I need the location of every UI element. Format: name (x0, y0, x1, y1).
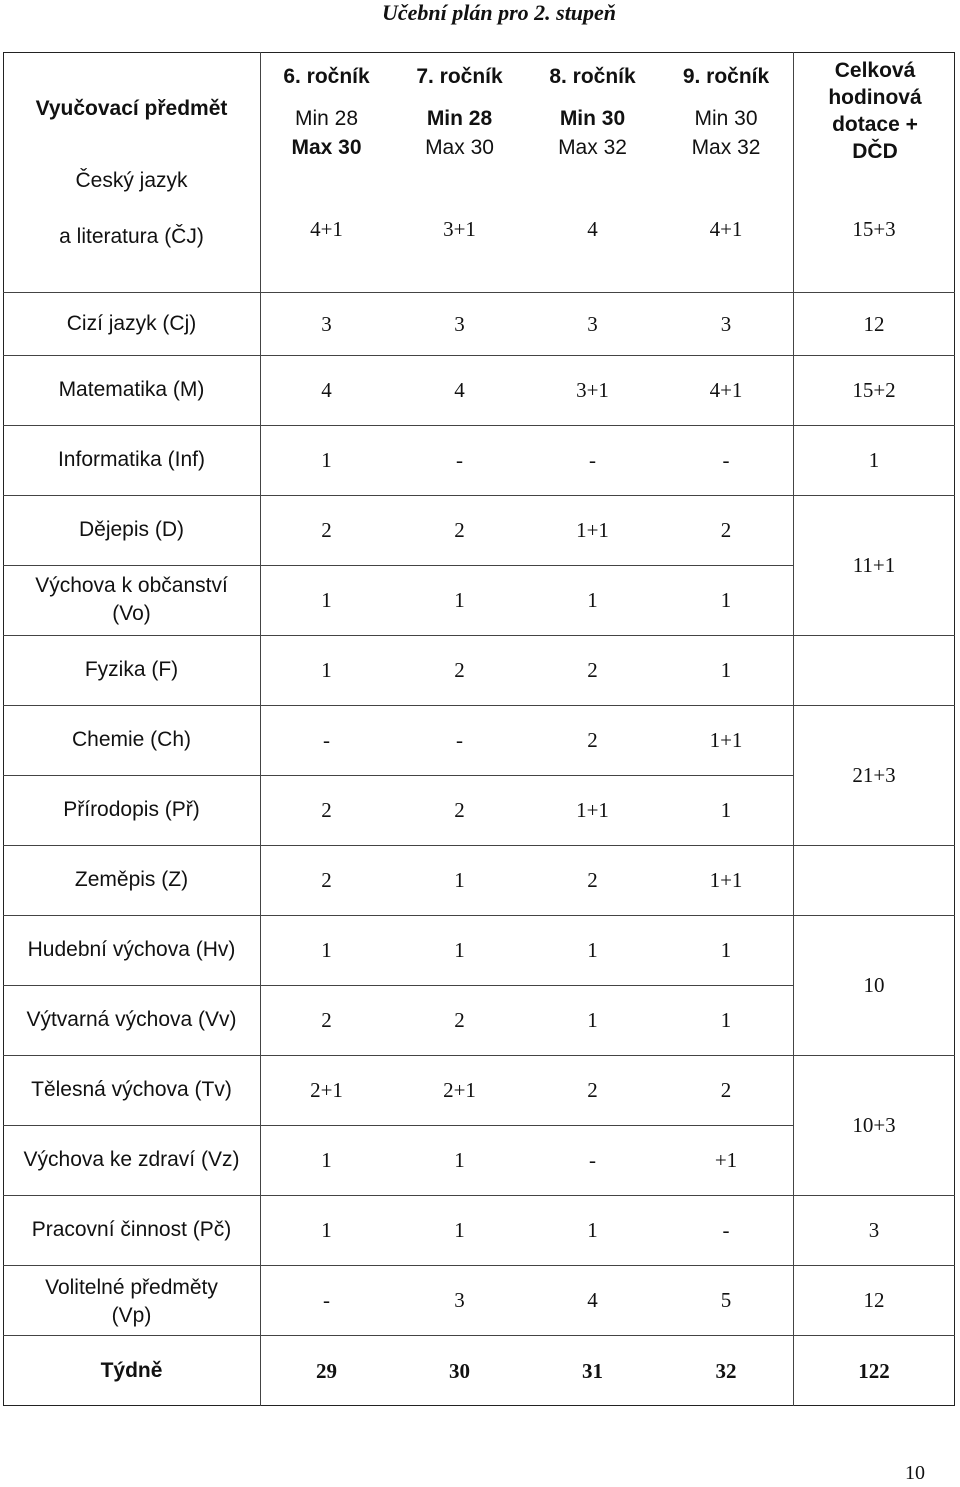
weekly-total-cell: 31 (582, 1358, 603, 1383)
subject-name: Přírodopis (Př) (63, 798, 200, 821)
hours-cell: 1 (454, 1218, 465, 1242)
hours-cell: 2 (587, 658, 598, 682)
min-hours: Min 28 (426, 107, 493, 130)
hours-cell: 1 (321, 938, 332, 962)
subject-name: Chemie (Ch) (71, 728, 192, 751)
hours-cell: 3 (321, 311, 332, 336)
total-cell: 15+3 (852, 217, 896, 241)
hours-cell: 1 (321, 448, 332, 472)
hours-cell: 1 (720, 938, 732, 962)
subject-name: Dějepis (D) (78, 518, 185, 541)
total-cell: 12 (863, 1288, 885, 1312)
hours-cell: 2 (587, 868, 598, 892)
subject-name: (Vo) (112, 602, 151, 625)
hours-cell: 1 (720, 658, 732, 682)
subject-name: Volitelné předměty (45, 1276, 218, 1299)
hours-cell: - (722, 448, 730, 472)
subject-name: a literatura (ČJ) (59, 225, 204, 248)
min-hours: Min 30 (694, 107, 758, 130)
hours-cell: - (456, 728, 463, 752)
hours-cell: 1 (454, 588, 465, 612)
subject-name: Fyzika (F) (84, 658, 179, 681)
weekly-total-cell: 29 (316, 1358, 337, 1383)
hours-cell: 2 (321, 1008, 332, 1032)
group-total-cell: 10 (863, 973, 885, 997)
hours-cell: 1 (720, 798, 732, 822)
hours-cell: - (323, 1288, 330, 1312)
group-total-cell: 11+1 (852, 553, 896, 577)
hours-cell: - (589, 1148, 596, 1172)
hours-cell: 1 (587, 1008, 598, 1032)
hours-cell: 1+1 (576, 518, 609, 542)
hours-cell: 1+1 (709, 728, 743, 752)
hours-cell: 1 (321, 1148, 332, 1172)
hours-cell: - (722, 1218, 730, 1242)
total-column-header: Celková hodinová dotace + DČD (828, 59, 922, 163)
hours-cell: 2 (587, 1078, 598, 1102)
grade-header: 9. ročník (682, 65, 770, 88)
hours-cell: 2 (454, 658, 465, 682)
subject-name: (Vp) (111, 1304, 152, 1327)
hours-cell: 3 (454, 1288, 465, 1312)
hours-cell: 5 (720, 1288, 732, 1312)
subject-name: Zeměpis (Z) (74, 868, 189, 891)
subject-name: Tělesná výchova (Tv) (31, 1078, 232, 1101)
subject-name: Pracovní činnost (Pč) (31, 1218, 232, 1241)
hours-cell: 2 (454, 1008, 465, 1032)
max-hours: Max 32 (558, 136, 627, 159)
min-hours: Min 28 (294, 107, 359, 130)
hours-cell: 1 (454, 868, 465, 892)
total-cell: 3 (868, 1218, 880, 1242)
min-hours: Min 30 (559, 107, 626, 130)
hours-cell: 1 (454, 938, 465, 962)
hours-cell: 1+1 (576, 798, 609, 822)
max-hours: Max 32 (691, 136, 761, 159)
hours-cell: 1 (587, 588, 598, 612)
hours-cell: 3 (587, 311, 598, 336)
hours-cell: 1 (321, 588, 332, 612)
weekly-total-cell: 32 (715, 1358, 737, 1383)
hours-cell: 2 (720, 1078, 732, 1102)
hours-cell: 4+1 (709, 378, 743, 402)
hours-cell: 4 (587, 1288, 598, 1312)
hours-cell: 2 (321, 868, 332, 892)
hours-cell: 1 (720, 1008, 732, 1032)
hours-cell: 2 (720, 518, 732, 542)
max-hours: Max 30 (291, 136, 362, 159)
subject-name: Výchova k občanství (35, 574, 228, 597)
subject-name: Informatika (Inf) (57, 448, 206, 471)
hours-cell: 3+1 (443, 217, 476, 241)
hours-cell: 1 (587, 938, 598, 962)
hours-cell: 3+1 (576, 378, 609, 402)
page-title: Učební plán pro 2. stupeň (381, 0, 617, 25)
total-cell: 12 (863, 311, 885, 336)
group-total-cell: 10+3 (852, 1113, 896, 1137)
hours-cell: 4 (454, 378, 465, 402)
hours-cell: 1 (454, 1148, 465, 1172)
hours-cell: 2 (454, 518, 465, 542)
hours-cell: - (323, 728, 330, 752)
weekly-label: Týdně (100, 1358, 163, 1382)
hours-cell: 4+1 (310, 217, 343, 241)
weekly-grand-total: 122 (858, 1358, 890, 1383)
max-hours: Max 30 (425, 136, 494, 159)
page-number: 10 (905, 1462, 925, 1484)
subject-name: Výchova ke zdraví (Vz) (23, 1148, 240, 1171)
hours-cell: 2 (321, 518, 332, 542)
hours-cell: 3 (454, 311, 465, 336)
total-cell: 1 (868, 448, 880, 472)
hours-cell: 1 (321, 658, 332, 682)
subject-name: Český jazyk (75, 169, 188, 192)
hours-cell: - (589, 448, 596, 472)
subject-column-header: Vyučovací předmět (35, 97, 228, 120)
hours-cell: 1 (321, 1218, 332, 1242)
hours-cell: 1 (587, 1218, 598, 1242)
group-total-cell: 21+3 (852, 763, 896, 787)
grade-header: 7. ročník (416, 65, 503, 88)
total-cell: 15+2 (852, 378, 896, 402)
grade-header: 8. ročník (549, 65, 636, 88)
hours-cell: 2+1 (310, 1078, 343, 1102)
grade-header: 6. ročník (283, 65, 370, 88)
hours-cell: 1+1 (709, 868, 743, 892)
weekly-total-cell: 30 (449, 1358, 470, 1383)
hours-cell: 3 (720, 311, 732, 336)
hours-cell: 2 (321, 798, 332, 822)
hours-cell: - (456, 448, 463, 472)
subject-name: Matematika (M) (58, 378, 205, 401)
hours-cell: +1 (714, 1148, 738, 1172)
hours-cell: 2 (587, 728, 598, 752)
hours-cell: 4 (587, 217, 598, 241)
hours-cell: 2+1 (443, 1078, 476, 1102)
hours-cell: 2 (454, 798, 465, 822)
hours-cell: 4 (321, 378, 332, 402)
hours-cell: 1 (720, 588, 732, 612)
hours-cell: 4+1 (709, 217, 743, 241)
subject-name: Cizí jazyk (Cj) (66, 311, 197, 335)
subject-name: Hudební výchova (Hv) (27, 938, 236, 961)
subject-name: Výtvarná výchova (Vv) (26, 1008, 237, 1031)
